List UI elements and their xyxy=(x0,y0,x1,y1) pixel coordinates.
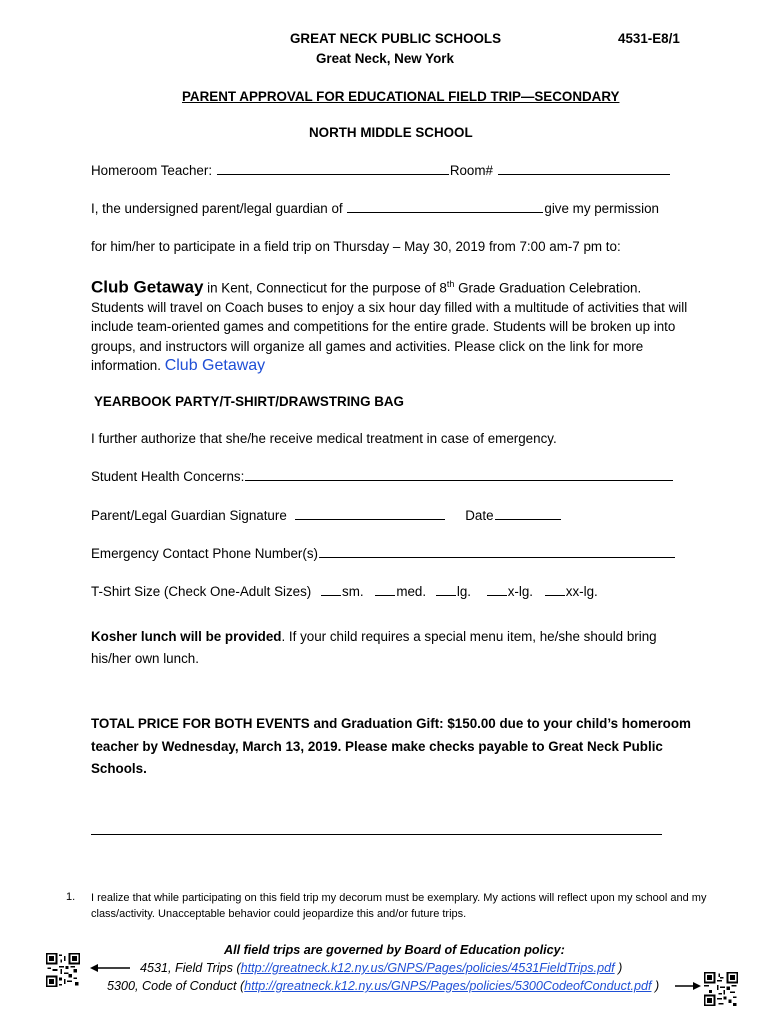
right-arrow-icon xyxy=(675,981,701,991)
health-row xyxy=(91,469,674,484)
district-location: Great Neck, New York xyxy=(316,51,454,66)
district-name: GREAT NECK PUBLIC SCHOOLS xyxy=(290,31,502,46)
price-notice: TOTAL PRICE FOR BOTH EVENTS and Graduation Gift: $150.00 due to your child’s homeroom teacher by Wednesday, March 13, 2019. Please make checks payable to Great Neck Public Schools. xyxy=(91,716,691,776)
room-label: Room# xyxy=(449,163,493,178)
kosher-notice xyxy=(91,626,691,670)
health-concerns-field[interactable] xyxy=(245,469,673,481)
policy-code: 4531-E8/1 xyxy=(618,31,680,46)
policy-4531 xyxy=(140,961,622,975)
separator-line xyxy=(91,834,662,835)
decorum-number: 1. xyxy=(66,891,76,903)
guardian-suffix: give my permission xyxy=(544,201,659,216)
ordinal-suffix: th xyxy=(446,279,455,289)
kosher-bold: Kosher lunch will be provided xyxy=(91,629,282,644)
date-field[interactable] xyxy=(495,508,561,520)
trip-sentence: for him/her to participate in a field trip on Thursday – May 30, 2019 from 7:00 am-7 pm to: xyxy=(91,239,621,254)
medical-authorization: I further authorize that she/he receive medical treatment in case of emergency. xyxy=(91,431,557,446)
policy-5300 xyxy=(107,979,659,993)
description-part1: in Kent, Connecticut for the purpose of 8 xyxy=(203,280,447,296)
size-xxlg-label: xx-lg. xyxy=(565,584,598,599)
policy-4531-link[interactable]: http://greatneck.k12.ny.us/GNPS/Pages/policies/4531FieldTrips.pdf xyxy=(240,961,615,975)
policy2-prefix: 5300, Code of Conduct ( xyxy=(107,979,245,993)
policy2-suffix: ) xyxy=(651,979,660,993)
kosher-rest: . If your child requires a special menu item, he/she should bring his/her own lunch. xyxy=(91,629,657,666)
policy1-prefix: 4531, Field Trips ( xyxy=(140,961,241,975)
trip-description xyxy=(91,275,691,376)
room-number-field[interactable] xyxy=(498,163,670,175)
club-getaway-link[interactable]: Club Getaway xyxy=(164,357,266,375)
homeroom-teacher-field[interactable] xyxy=(217,163,449,175)
homeroom-label: Homeroom Teacher: xyxy=(91,163,213,178)
size-med-label: med. xyxy=(396,584,427,599)
size-med-check[interactable] xyxy=(375,584,395,596)
emergency-label: Emergency Contact Phone Number(s) xyxy=(91,546,318,561)
decorum-text: I realize that while participating on this field trip my decorum must be exemplary. My actions will reflect upon my school and my class/activity. Unacceptable behavior could jeopardize this and/or future trips. xyxy=(91,892,707,920)
size-sm-check[interactable] xyxy=(321,584,341,596)
description-part2: Grade Graduation Celebration. Students will travel on Coach buses to enjoy a six hour day filled with a multitude of activities that will include team-oriented games and competitions for the entire grade. Students will be broken up into groups, and instructors will organize all games and activities. Please click on the link for more information. xyxy=(91,280,688,374)
policy-5300-link[interactable]: http://greatneck.k12.ny.us/GNPS/Pages/policies/5300CodeofConduct.pdf xyxy=(244,979,652,993)
emergency-phone-field[interactable] xyxy=(319,546,675,558)
signature-row xyxy=(91,508,562,523)
venue-name: Club Getaway xyxy=(91,277,204,297)
student-name-field[interactable] xyxy=(347,201,543,213)
guardian-prefix: I, the undersigned parent/legal guardian of xyxy=(91,201,343,216)
size-lg-check[interactable] xyxy=(436,584,456,596)
size-lg-label: lg. xyxy=(456,584,471,599)
guardian-row xyxy=(91,201,659,216)
policy1-suffix: ) xyxy=(614,961,623,975)
form-title: PARENT APPROVAL FOR EDUCATIONAL FIELD TRIP—SECONDARY xyxy=(182,89,620,104)
yearbook-heading: YEARBOOK PARTY/T-SHIRT/DRAWSTRING BAG xyxy=(94,394,404,409)
policy-heading: All field trips are governed by Board of Education policy: xyxy=(224,943,565,957)
date-label: Date xyxy=(465,508,494,523)
tshirt-label: T-Shirt Size (Check One-Adult Sizes) xyxy=(91,584,312,599)
health-label: Student Health Concerns: xyxy=(91,469,245,484)
size-xxlg-check[interactable] xyxy=(545,584,565,596)
left-arrow-icon xyxy=(90,963,130,973)
qr-code-left-icon[interactable] xyxy=(46,953,80,987)
school-name: NORTH MIDDLE SCHOOL xyxy=(309,125,473,140)
tshirt-row xyxy=(91,584,598,599)
signature-label: Parent/Legal Guardian Signature xyxy=(91,508,287,523)
size-sm-label: sm. xyxy=(342,584,364,599)
signature-field[interactable] xyxy=(295,508,445,520)
emergency-row xyxy=(91,546,676,561)
qr-code-right-icon[interactable] xyxy=(704,972,738,1006)
homeroom-row xyxy=(91,163,671,178)
size-xlg-check[interactable] xyxy=(487,584,507,596)
size-xlg-label: x-lg. xyxy=(507,584,534,599)
